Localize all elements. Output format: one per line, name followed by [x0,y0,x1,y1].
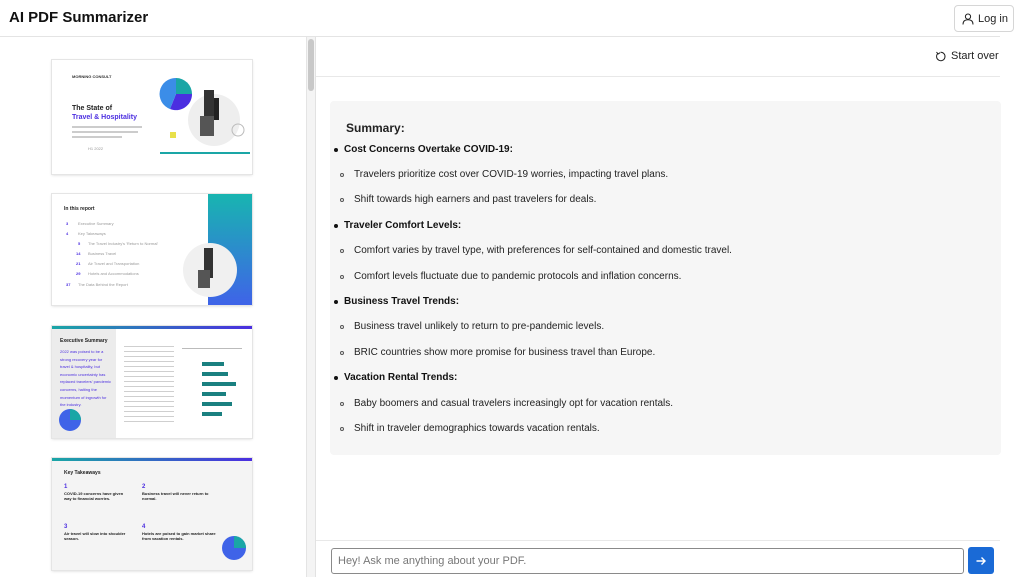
pdf-page-thumbnail-3[interactable] [52,326,252,438]
bullet-icon [340,249,344,253]
brand-label: MORNING CONSULT [72,74,112,79]
traveler-photo [180,240,240,300]
bullet-icon [340,325,344,329]
bullet-icon [340,275,344,279]
pdf-page-thumbnail-1[interactable] [52,60,252,174]
chart-title-line [182,348,242,349]
pdf-page-thumbnail-4[interactable] [52,458,252,570]
summary-point: Travelers prioritize cost over COVID-19 worries, impacting travel plans. [340,169,668,180]
text-line [72,131,138,133]
toc-label: Key Takeaways [78,231,106,236]
toc-num: 3 [66,221,69,226]
body-text-block [124,346,174,426]
takeaway-num: 4 [142,524,146,530]
bullet-icon [340,427,344,431]
summary-point: BRIC countries show more promise for business travel than Europe. [340,347,655,358]
takeaway-label: Hotels are poised to gain market share from vacation rentals. [142,531,216,541]
pie-icon [220,534,248,562]
toc-label: Business Travel [88,251,117,256]
toc-label: Air Travel and Transportation [88,261,140,266]
takeaway-num: 3 [64,524,68,530]
takeaway-num: 2 [142,484,146,490]
top-bar [0,0,1008,37]
chat-input[interactable] [331,548,964,574]
summary-point: Comfort varies by travel type, with preferences for self-contained and domestic travel. [340,245,732,256]
toc-label: Executive Summary [78,221,114,226]
thumbnail-scrollbar[interactable] [307,37,316,577]
takeaway-label: Air travel will slow into shoulder season. [64,531,126,541]
bar-mark [202,362,224,366]
pdf-page-thumbnail-2[interactable] [52,194,252,305]
refresh-icon [935,51,946,62]
toc-num: 21 [76,261,81,266]
toc-heading: In this report [64,206,95,212]
bullet-icon [334,376,338,380]
bar-mark [202,412,222,416]
divider [316,76,1000,77]
summary-section-heading: Traveler Comfort Levels: [334,220,461,231]
pie-icon [58,408,82,432]
toc-num: 5 [78,241,81,246]
user-icon [962,13,974,25]
travel-illustration [160,76,250,158]
toc-num: 4 [66,231,69,236]
date-label: H1 2022 [88,146,104,151]
scrollbar-thumb[interactable] [308,39,314,91]
bullet-icon [340,402,344,406]
takeaway-label: Business travel will never return to normal. [142,491,209,501]
page-title-line2: Travel & Hospitality [72,114,137,121]
toc-label: The Data Behind the Report [78,282,128,287]
toc-num: 37 [66,282,71,287]
summary-section-heading: Cost Concerns Overtake COVID-19: [334,144,513,155]
bullet-icon [334,224,338,228]
summary-card [330,101,1001,455]
start-over-label: Start over [951,50,999,62]
send-button[interactable] [968,547,994,574]
arrow-right-icon [975,555,987,567]
toc-label: Hotels and Accommodations [88,271,139,276]
bullet-icon [334,148,338,152]
bar-mark [202,392,226,396]
section-heading: Key Takeaways [64,470,101,476]
bullet-icon [340,173,344,177]
section-heading: Executive Summary [60,338,108,344]
summary-point: Shift in traveler demographics towards vacation rentals. [340,423,600,434]
bullet-icon [340,351,344,355]
text-line [72,136,122,138]
section-intro: 2022 was poised to be a strong recovery year for travel & hospitality, but economic uncertainty has replaced travelers' pandemic concerns, halting the momentum of ingrowth for the industry. [60,349,112,408]
summary-section-heading: Vacation Rental Trends: [334,372,457,383]
start-over-button[interactable] [935,50,999,62]
bullet-icon [334,300,338,304]
takeaway-num: 1 [64,484,68,490]
toc-num: 14 [76,251,81,256]
summary-section-heading: Business Travel Trends: [334,296,459,307]
login-button[interactable] [954,5,1014,32]
summary-point: Business travel unlikely to return to pre-pandemic levels. [340,321,604,332]
summary-title: Summary: [346,121,405,135]
app-title: AI PDF Summarizer [9,9,149,26]
bar-mark [202,402,232,406]
pdf-thumbnail-panel[interactable] [0,37,307,577]
summary-point: Baby boomers and casual travelers increasingly opt for vacation rentals. [340,398,673,409]
summary-point: Comfort levels fluctuate due to pandemic protocols and inflation concerns. [340,271,681,282]
toc-label: The Travel Industry's 'Return to Normal' [88,241,159,246]
takeaway-label: COVID-19 concerns have given way to financial worries. [64,491,124,501]
text-line [72,126,142,128]
page-title-line1: The State of [72,105,113,112]
summary-point: Shift towards high earners and past travelers for deals. [340,194,596,205]
bar-mark [202,382,236,386]
bar-mark [202,372,228,376]
summary-panel [316,37,1000,577]
toc-num: 29 [76,271,81,276]
bullet-icon [340,198,344,202]
divider [316,540,1000,541]
login-label: Log in [978,12,1008,25]
